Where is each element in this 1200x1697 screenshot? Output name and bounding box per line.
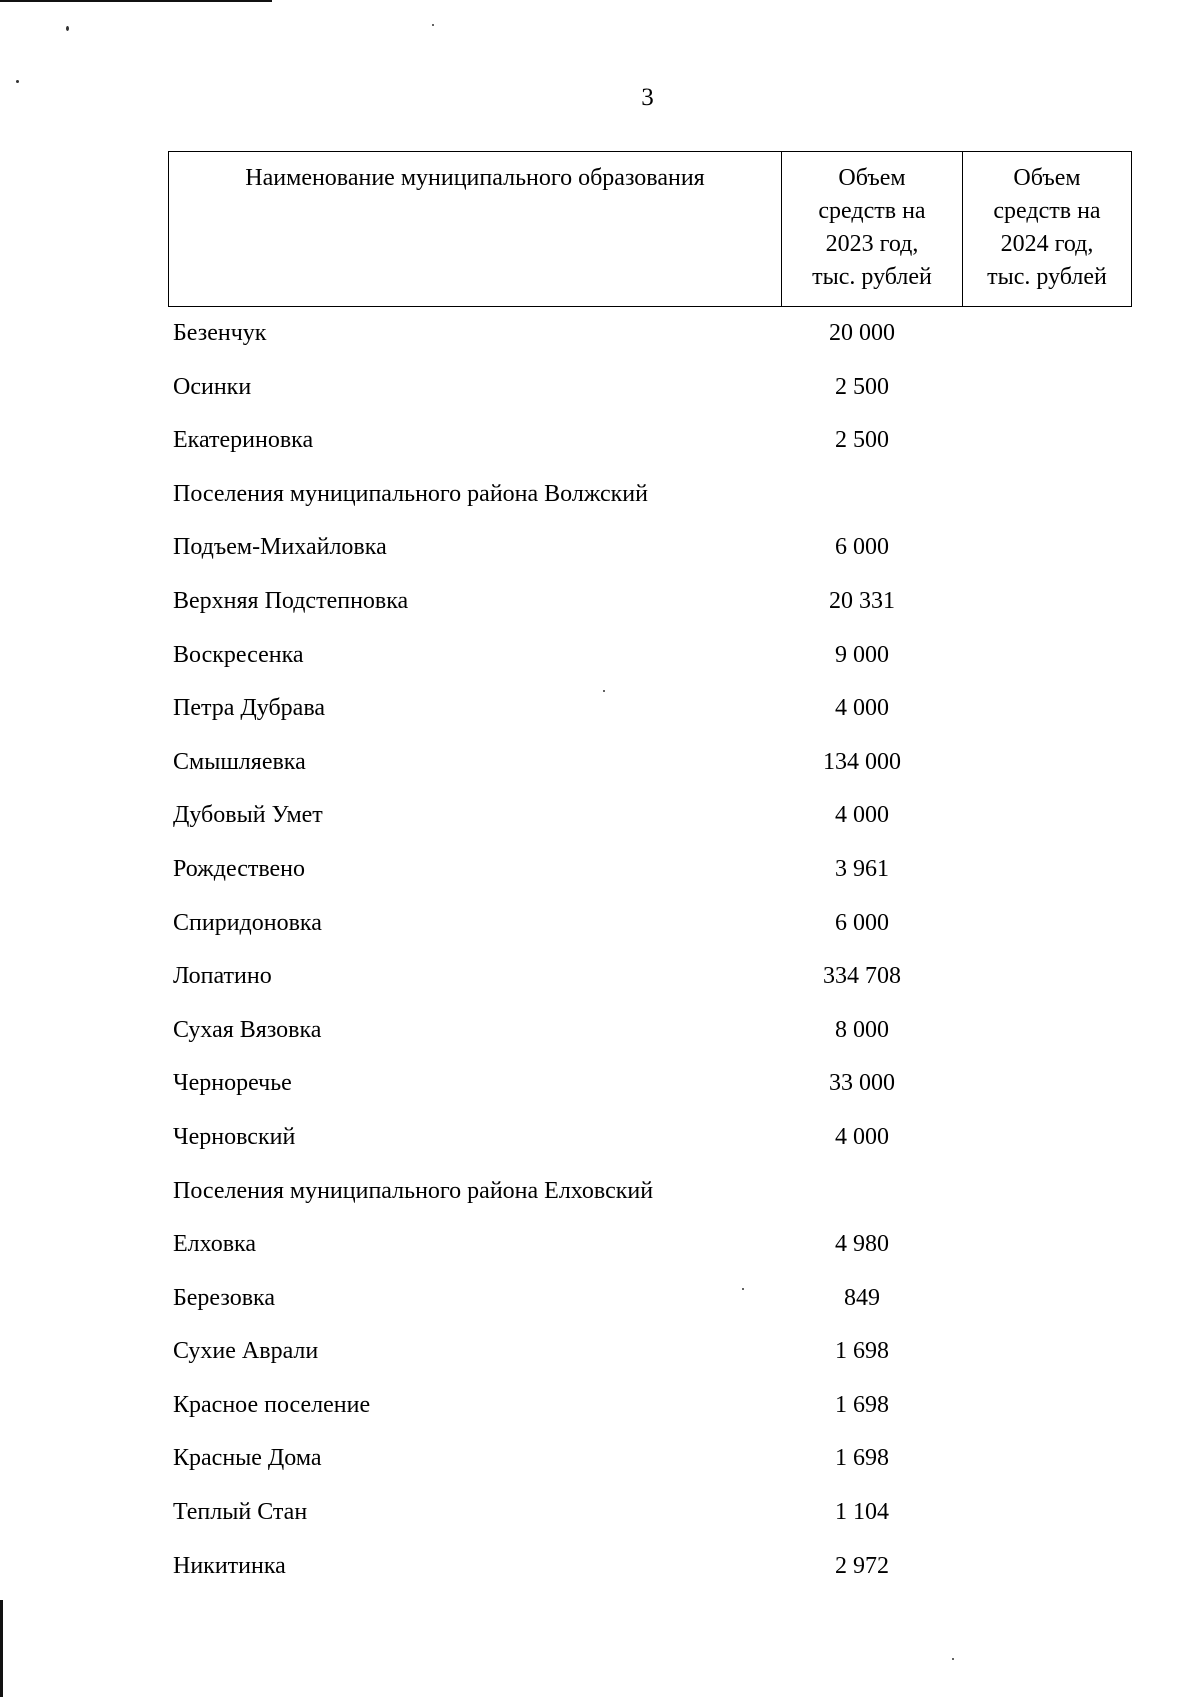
table-row (0, 736, 1200, 790)
page-number: 3 (641, 84, 654, 111)
scan-speck (952, 1658, 954, 1660)
municipality-name: Дубовый Умет (173, 802, 323, 829)
amount-2023: 3 961 (835, 855, 889, 882)
column-header-2023-line: тыс. рублей (812, 264, 932, 290)
municipality-name: Теплый Стан (173, 1499, 308, 1526)
amount-2023: 6 000 (835, 909, 889, 936)
amount-2023: 20 331 (829, 587, 895, 614)
table-row (0, 307, 1200, 361)
section-row (0, 468, 1200, 522)
amount-2023: 1 104 (835, 1499, 889, 1526)
column-header-2023-line: Объем (838, 165, 906, 191)
column-header-2024-line: средств на (993, 198, 1101, 224)
table-row (0, 1325, 1200, 1379)
table-row (0, 629, 1200, 683)
scan-speck (66, 26, 69, 31)
column-header-name-text: Наименование муниципального образования (245, 165, 705, 191)
amount-2023: 33 000 (829, 1070, 895, 1097)
amount-2023: 1 698 (835, 1445, 889, 1472)
municipality-name: Безенчук (173, 320, 267, 346)
municipality-name: Верхняя Подстепновка (173, 587, 409, 614)
municipality-name: Осинки (173, 373, 252, 400)
column-header-name (169, 152, 782, 307)
municipality-name: Сухая Вязовка (173, 1016, 322, 1043)
scan-edge-line (0, 0, 272, 2)
table-row (0, 1540, 1200, 1594)
table-row (0, 575, 1200, 629)
section-heading: Поселения муниципального района Елховский (173, 1177, 654, 1204)
amount-2023: 2 500 (835, 427, 889, 454)
column-header-2024-line: тыс. рублей (987, 264, 1107, 290)
table-row (0, 521, 1200, 575)
municipality-name: Красные Дома (173, 1445, 322, 1472)
amount-2023: 2 972 (835, 1552, 889, 1579)
section-row (0, 1165, 1200, 1219)
amount-2023: 4 980 (835, 1231, 889, 1258)
table-row (0, 950, 1200, 1004)
amount-2023: 4 000 (835, 802, 889, 829)
municipality-name: Черновский (173, 1123, 296, 1150)
table-row (0, 1272, 1200, 1326)
amount-2023: 8 000 (835, 1016, 889, 1043)
table-row (0, 1057, 1200, 1111)
table-row (0, 1218, 1200, 1272)
table-row (0, 1432, 1200, 1486)
scan-speck (432, 24, 434, 26)
municipality-name: Спиридоновка (173, 909, 322, 936)
scan-speck (16, 80, 19, 83)
table-row (0, 1004, 1200, 1058)
table-row (0, 682, 1200, 736)
table-row (0, 361, 1200, 415)
amount-2023: 1 698 (835, 1338, 889, 1365)
table-body (0, 307, 1200, 1593)
amount-2023: 134 000 (823, 748, 901, 775)
table-row (0, 789, 1200, 843)
column-header-2024-line: 2024 год, (1000, 231, 1094, 257)
column-header-2023 (782, 152, 963, 307)
column-header-2023-line: 2023 год, (825, 231, 919, 257)
amount-2023: 6 000 (835, 534, 889, 561)
amount-2023: 849 (844, 1284, 880, 1311)
table-header (168, 151, 1132, 307)
scan-margin-line (0, 1600, 3, 1697)
amount-2023: 2 500 (835, 373, 889, 400)
section-heading: Поселения муниципального района Волжский (173, 480, 648, 507)
amount-2023: 1 698 (835, 1391, 889, 1418)
amount-2023: 9 000 (835, 641, 889, 668)
table-row (0, 1379, 1200, 1433)
municipality-name: Никитинка (173, 1552, 286, 1579)
municipality-name: Сухие Аврали (173, 1338, 319, 1365)
column-header-2023-line: средств на (818, 198, 926, 224)
municipality-name: Рождествено (173, 855, 306, 882)
table-row (0, 414, 1200, 468)
municipality-name: Елховка (173, 1231, 257, 1258)
amount-2023: 4 000 (835, 695, 889, 722)
amount-2023: 4 000 (835, 1123, 889, 1150)
amount-2023: 20 000 (829, 320, 895, 346)
municipality-name: Красное поселение (173, 1391, 371, 1418)
column-header-2024-line: Объем (1013, 165, 1081, 191)
column-header-2024 (963, 152, 1132, 307)
municipality-name: Подъем-Михайловка (173, 534, 387, 561)
municipality-name: Черноречье (173, 1070, 292, 1097)
table-row (0, 843, 1200, 897)
municipality-name: Петра Дубрава (173, 695, 326, 722)
table-row (0, 1111, 1200, 1165)
table-row (0, 1486, 1200, 1540)
amount-2023: 334 708 (823, 963, 901, 990)
municipality-name: Лопатино (173, 963, 272, 990)
municipality-name: Смышляевка (173, 748, 306, 775)
table-row (0, 897, 1200, 951)
municipality-name: Березовка (173, 1284, 275, 1311)
municipality-name: Воскресенка (173, 641, 304, 668)
municipality-name: Екатериновка (173, 427, 314, 454)
